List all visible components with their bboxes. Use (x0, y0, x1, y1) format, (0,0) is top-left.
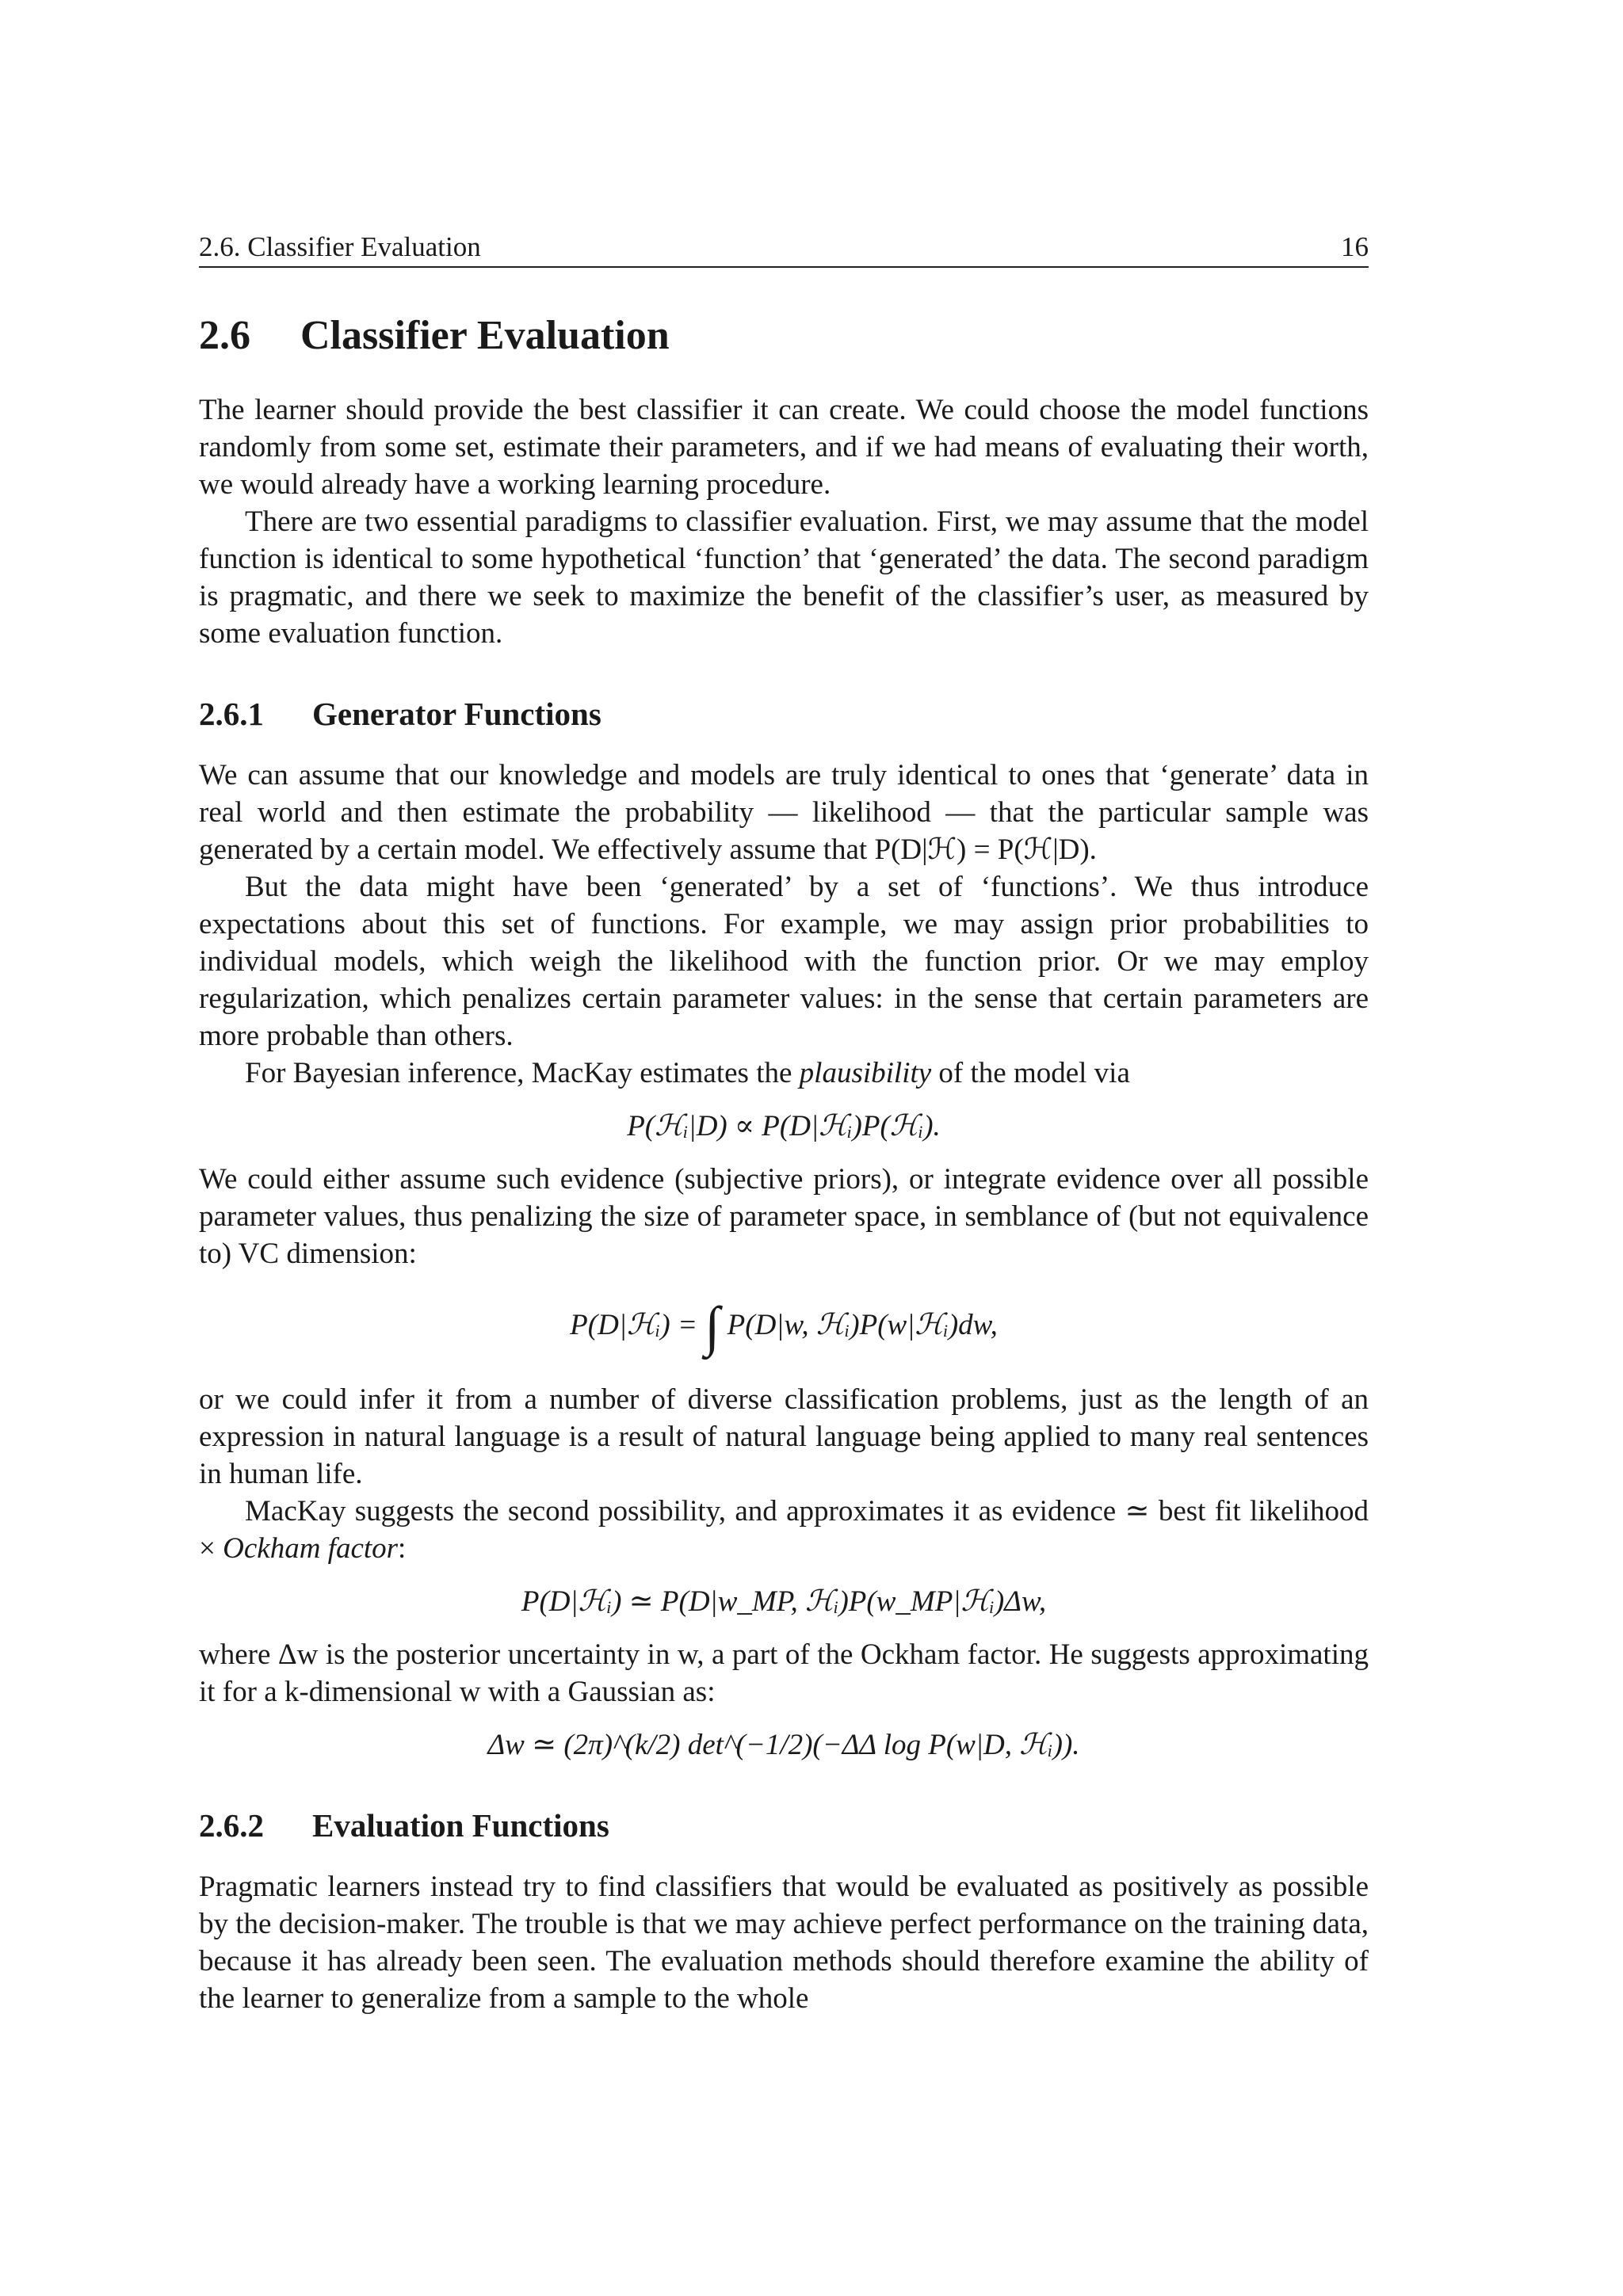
subsection-number: 2.6.2 (199, 1806, 264, 1844)
paragraph: Pragmatic learners instead try to find classifiers that would be evaluated as positively as possible by the decision-maker. The trouble is that we may achieve perfect performance on the training data, because it has already been seen. The evaluation methods should therefore examine the ability of the learner to generalize from a sample to the whole (199, 1870, 1369, 2015)
page-content (199, 307, 1369, 2017)
equation-rhs: P(D|w, ℋᵢ)P(w|ℋᵢ)dw, (727, 1309, 998, 1341)
text-run: MacKay suggests the second possibility, and approximates it as evidence ≃ best fit likelihood × (199, 1494, 1369, 1565)
paragraph: We could either assume such evidence (subjective priors), or integrate evidence over all possible parameter values, thus penalizing the size of parameter space, in semblance of (but not equivalence to) VC dimension: (199, 1163, 1369, 1270)
paragraph (199, 1493, 1369, 1567)
subsection-title: Evaluation Functions (312, 1806, 609, 1844)
paragraph (199, 1055, 1369, 1092)
subsection-number: 2.6.1 (199, 696, 264, 732)
running-head (199, 228, 1369, 268)
section-number: 2.6 (199, 313, 250, 358)
subsection-heading (199, 1803, 1369, 1848)
text-run: of the model via (931, 1057, 1130, 1089)
integral-symbol: ∫ (705, 1296, 720, 1358)
equation (199, 1298, 1369, 1356)
paragraph: But the data might have been ‘generated’ by a set of ‘functions’. We thus introduce expectations about this set of functions. For example, we may assign prior probabilities to individual models, which weigh the likelihood with the function prior. Or we may employ regularization, which penalizes certain parameter values: in the sense that certain parameters are more probable than others. (199, 871, 1369, 1052)
subsection-heading (199, 692, 1369, 736)
equation: P(ℋᵢ|D) ∝ P(D|ℋᵢ)P(ℋᵢ). (627, 1110, 941, 1142)
paragraph: The learner should provide the best classifier it can create. We could choose the model functions randomly from some set, estimate their parameters, and if we had means of evaluating their worth, we would already have a working learning procedure. (199, 394, 1369, 501)
equation-lhs: P(D|ℋᵢ) = (570, 1309, 697, 1341)
paragraph: where Δw is the posterior uncertainty in w, a part of the Ockham factor. He suggests approximating it for a k-dimensional w with a Gaussian as: (199, 1638, 1369, 1708)
section-heading (199, 307, 1369, 364)
text-run: : (398, 1531, 407, 1565)
page-number: 16 (1341, 231, 1369, 262)
paragraph: or we could infer it from a number of diverse classification problems, just as the length of an expression in natural language is a result of natural language being applied to many real sentences in human life. (199, 1383, 1369, 1490)
emphasis: Ockham factor (223, 1531, 399, 1565)
text-run: For Bayesian inference, MacKay estimates the (245, 1057, 800, 1089)
equation: P(D|ℋᵢ) ≃ P(D|w_MP, ℋᵢ)P(w_MP|ℋᵢ)Δw, (521, 1585, 1047, 1618)
running-head-section: 2.6. Classifier Evaluation (199, 231, 481, 262)
paragraph: There are two essential paradigms to classifier evaluation. First, we may assume that the model function is identical to some hypothetical ‘function’ that ‘generated’ the data. The second paradigm is pragmatic, and there we seek to maximize the benefit of the classifier’s user, as measured by some evaluation function. (199, 505, 1369, 650)
equation: Δw ≃ (2π)^(k/2) det^(−1/2)(−ΔΔ log P(w|D, ℋᵢ)). (487, 1728, 1080, 1761)
paragraph: We can assume that our knowledge and models are truly identical to ones that ‘generate’ data in real world and then estimate the probability — likelihood — that the particular sample was generated by a certain model. We effectively assume that P(D|ℋ) = P(ℋ|D). (199, 759, 1369, 866)
emphasis: plausibility (799, 1057, 932, 1089)
subsection-title: Generator Functions (312, 696, 601, 732)
section-title: Classifier Evaluation (300, 313, 670, 358)
